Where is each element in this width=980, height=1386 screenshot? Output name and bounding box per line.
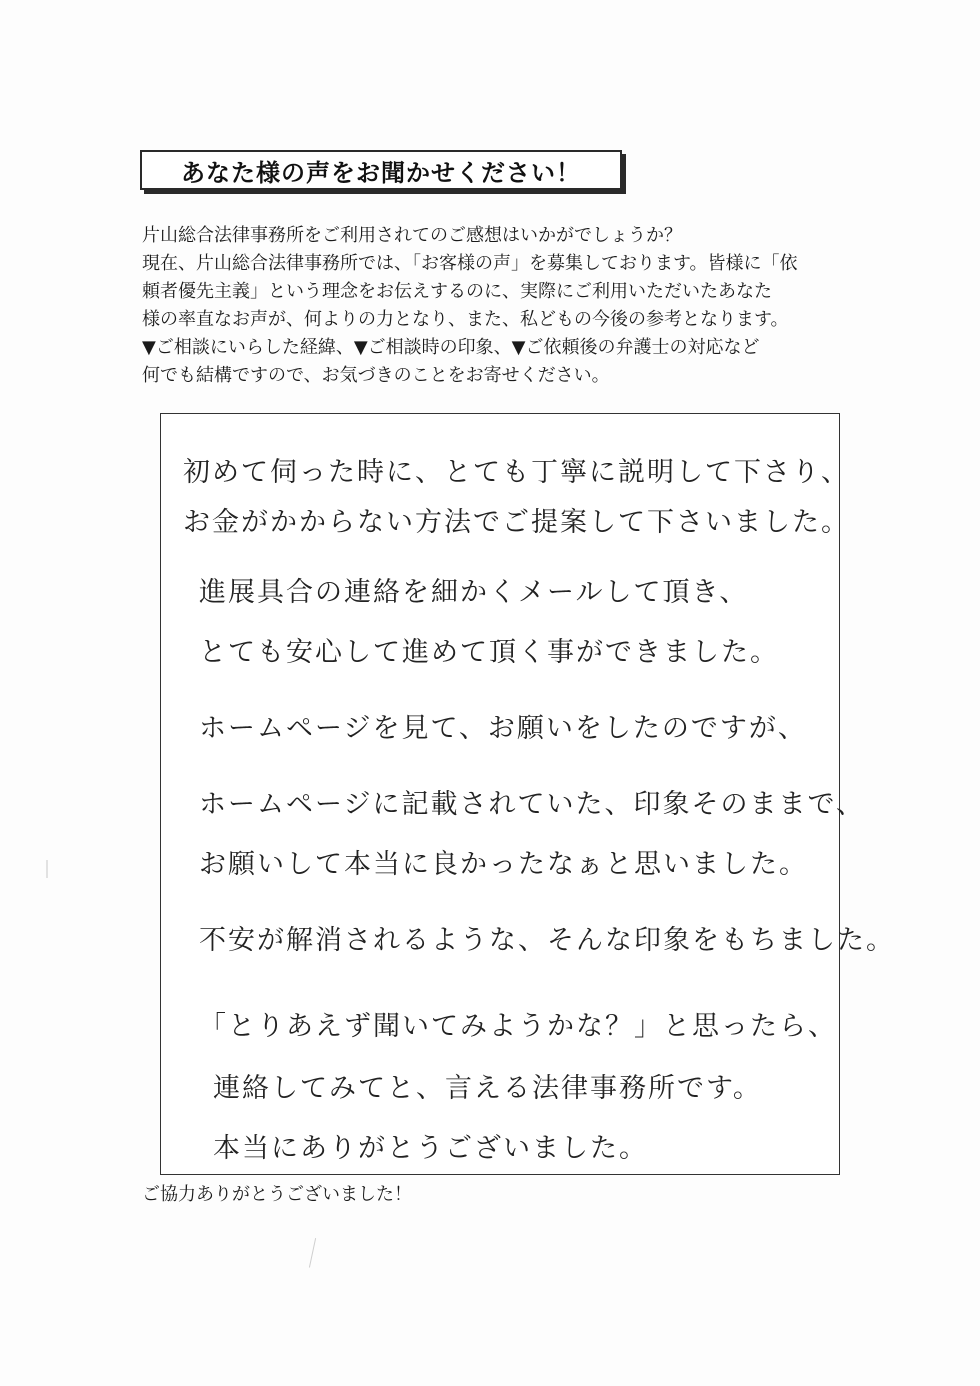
comment-line: 連絡してみてと、言える法律事務所です。	[213, 1073, 762, 1104]
comment-line: お金がかからない方法でご提案して下さいました。	[183, 507, 850, 538]
intro-line: ▼ご相談にいらした経緯、▼ご相談時の印象、▼ご依頼後の弁護士の対応など	[142, 337, 760, 358]
intro-line: 現在、片山総合法律事務所では、「お客様の声」を募集しております。皆様に「依	[142, 253, 798, 274]
comment-line: 「とりあえず聞いてみようかな？」と思ったら、	[199, 1011, 837, 1042]
comment-line: 初めて伺った時に、とても丁寧に説明して下さり、	[183, 457, 850, 488]
closing-thanks: ご協力ありがとうございました！	[142, 1184, 412, 1205]
intro-line: 頼者優先主義」という理念をお伝えするのに、実際にご利用いただいたあなた	[142, 281, 772, 302]
page-title-box	[140, 150, 622, 190]
scan-mark	[309, 1238, 318, 1268]
comment-line: 不安が解消されるような、そんな印象をもちました。	[199, 925, 895, 956]
intro-paragraph	[142, 222, 842, 390]
comment-line: とても安心して進めて頂く事ができました。	[199, 637, 779, 668]
intro-line: 片山総合法律事務所をご利用されてのご感想はいかがでしょうか？	[142, 225, 682, 246]
intro-line: 何でも結構ですので、お気づきのことをお寄せください。	[142, 365, 610, 386]
comment-line: お願いして本当に良かったなぁと思いました。	[199, 849, 808, 880]
page-title: あなた様の声をお聞かせください！	[181, 158, 581, 187]
comment-line: ホームページに記載されていた、印象そのままで、	[199, 789, 865, 820]
comment-line: ホームページを見て、お願いをしたのですが、	[199, 713, 807, 744]
scan-mark	[46, 860, 48, 878]
comment-line: 進展具合の連絡を細かくメールして頂き、	[199, 577, 749, 608]
intro-line: 様の率直なお声が、何よりの力となり、また、私どもの今後の参考となります。	[142, 309, 789, 330]
handwritten-comment-box	[160, 413, 895, 1175]
comment-line: 本当にありがとうございました。	[213, 1133, 648, 1164]
